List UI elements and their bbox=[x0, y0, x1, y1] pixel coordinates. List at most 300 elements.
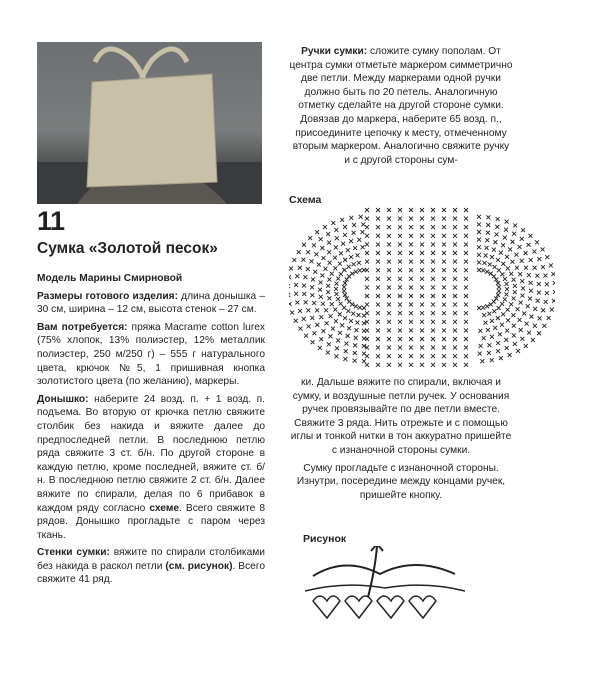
stitch-mark bbox=[520, 294, 524, 298]
stitch-mark bbox=[398, 354, 402, 358]
stitch-mark bbox=[365, 225, 369, 229]
stitch-mark bbox=[497, 289, 501, 293]
stitch-mark bbox=[362, 306, 366, 310]
stitch-mark bbox=[442, 225, 446, 229]
stitch-mark bbox=[358, 306, 362, 310]
stitch-mark bbox=[528, 234, 532, 238]
stitch-mark bbox=[354, 336, 358, 340]
stitch-mark bbox=[409, 337, 413, 341]
stitch-mark bbox=[304, 334, 308, 338]
stitch-mark bbox=[537, 282, 541, 286]
stitch-mark bbox=[310, 316, 314, 320]
stitch-mark bbox=[387, 346, 391, 350]
stitch-mark bbox=[387, 328, 391, 332]
stitch-mark bbox=[464, 285, 468, 289]
stitch-mark bbox=[478, 329, 482, 333]
stitch-mark bbox=[317, 263, 321, 267]
stitch-mark bbox=[453, 328, 457, 332]
stitch-mark bbox=[376, 303, 380, 307]
stitch-mark bbox=[482, 336, 486, 340]
stitch-mark bbox=[500, 272, 504, 276]
stitch-mark bbox=[376, 346, 380, 350]
stitch-mark bbox=[431, 277, 435, 281]
stitch-mark bbox=[549, 263, 553, 267]
stitch-mark bbox=[334, 354, 338, 358]
stitch-mark bbox=[533, 266, 537, 270]
bottom-paragraph bbox=[37, 393, 265, 543]
stitch-mark bbox=[486, 223, 490, 227]
stitch-mark bbox=[409, 328, 413, 332]
stitch-mark bbox=[512, 278, 516, 282]
stitch-mark bbox=[514, 253, 518, 257]
handles-paragraph bbox=[289, 45, 513, 167]
stitch-mark bbox=[365, 251, 369, 255]
stitch-mark bbox=[464, 337, 468, 341]
stitch-mark bbox=[329, 314, 333, 318]
stitch-mark bbox=[482, 261, 486, 265]
stitch-mark bbox=[319, 280, 323, 284]
stitch-mark bbox=[537, 290, 541, 294]
stitch-mark bbox=[398, 225, 402, 229]
stitch-mark bbox=[509, 302, 513, 306]
stitch-mark bbox=[512, 296, 516, 300]
stitch-mark bbox=[387, 303, 391, 307]
stitch-mark bbox=[453, 234, 457, 238]
stitch-figure bbox=[305, 546, 465, 628]
stitch-mark bbox=[431, 242, 435, 246]
stitch-mark bbox=[352, 223, 356, 227]
stitch-mark bbox=[327, 342, 331, 346]
stitch-mark bbox=[518, 272, 522, 276]
stitch-mark bbox=[511, 313, 515, 317]
stitch-mark bbox=[349, 216, 353, 220]
handles-continuation: ки. Дальше вяжите по спирали, включая и сумку, и воздушные петли ручек. У основания ручек провязывайте по две петли вместе. Свяжите 3 ряда. Нить отрежьте и с помощью иглы и тонкой нитки в тон аккуратно пришейте с изнаночной стороны сумки. bbox=[290, 377, 512, 456]
stitch-mark bbox=[340, 323, 344, 327]
stitch-mark bbox=[512, 333, 516, 337]
stitch-mark bbox=[308, 236, 312, 240]
stitch-mark bbox=[442, 346, 446, 350]
stitch-mark bbox=[328, 334, 332, 338]
stitch-mark bbox=[490, 255, 494, 259]
materials-text: пряжа Macrame cotton lurex (75% хлопок, 13% полиэстер, 12% металлик полиэстер, 250 м/250 г) – 555 г натурального цвета, крючок №5, 1 пришивная кнопка золотистого цвета (по желанию), маркеры. bbox=[37, 321, 265, 388]
stitch-mark bbox=[431, 285, 435, 289]
stitch-mark bbox=[485, 246, 489, 250]
continuation-text bbox=[289, 376, 513, 506]
stitch-mark bbox=[442, 337, 446, 341]
bag-illustration bbox=[37, 42, 262, 204]
sizes-paragraph bbox=[37, 290, 265, 317]
stitch-mark bbox=[341, 242, 345, 246]
stitch-mark bbox=[362, 268, 366, 272]
stitch-mark bbox=[520, 259, 524, 263]
stitch-mark bbox=[442, 251, 446, 255]
stitch-mark bbox=[464, 277, 468, 281]
stitch-mark bbox=[295, 300, 299, 304]
stitch-mark bbox=[294, 283, 298, 287]
stitch-mark bbox=[505, 329, 509, 333]
stitch-mark bbox=[537, 257, 541, 261]
stitch-mark bbox=[387, 285, 391, 289]
stitch-mark bbox=[442, 363, 446, 367]
stitch-mark bbox=[464, 225, 468, 229]
stitch-mark bbox=[453, 260, 457, 264]
stitch-mark bbox=[464, 217, 468, 221]
stitch-mark bbox=[334, 228, 338, 232]
stitch-mark bbox=[302, 284, 306, 288]
stitch-mark bbox=[477, 245, 481, 249]
stitch-mark bbox=[524, 266, 528, 270]
stitch-mark bbox=[343, 233, 347, 237]
stitch-mark bbox=[527, 273, 531, 277]
stitch-mark bbox=[477, 253, 481, 257]
stitch-mark bbox=[431, 354, 435, 358]
stitch-mark bbox=[362, 314, 366, 318]
stitch-mark bbox=[442, 285, 446, 289]
stitch-mark bbox=[464, 234, 468, 238]
stitch-mark bbox=[290, 311, 294, 315]
stitch-mark bbox=[442, 311, 446, 315]
stitch-mark bbox=[515, 266, 519, 270]
stitch-mark bbox=[398, 303, 402, 307]
stitch-mark bbox=[488, 262, 492, 266]
stitch-mark bbox=[553, 290, 555, 294]
stitch-mark bbox=[362, 359, 366, 363]
stitch-mark bbox=[354, 270, 358, 274]
stitch-mark bbox=[398, 234, 402, 238]
stitch-mark bbox=[490, 358, 494, 362]
stitch-mark bbox=[520, 337, 524, 341]
stitch-mark bbox=[500, 323, 504, 327]
stitch-mark bbox=[376, 354, 380, 358]
stitch-mark bbox=[536, 299, 540, 303]
stitch-mark bbox=[453, 311, 457, 315]
stitch-mark bbox=[508, 353, 512, 357]
stitch-mark bbox=[431, 225, 435, 229]
stitch-mark bbox=[387, 311, 391, 315]
stitch-mark bbox=[485, 238, 489, 242]
stitch-mark bbox=[376, 311, 380, 315]
stitch-mark bbox=[529, 258, 533, 262]
stitch-mark bbox=[453, 354, 457, 358]
stitch-mark bbox=[544, 300, 548, 304]
stitch-mark bbox=[342, 285, 346, 289]
stitch-mark bbox=[398, 337, 402, 341]
stitch-mark bbox=[550, 308, 554, 312]
stitch-mark bbox=[484, 253, 488, 257]
stitch-mark bbox=[431, 363, 435, 367]
stitch-mark bbox=[398, 217, 402, 221]
stitch-mark bbox=[376, 268, 380, 272]
stitch-mark bbox=[398, 208, 402, 212]
stitch-mark bbox=[295, 274, 299, 278]
stitch-mark bbox=[387, 337, 391, 341]
stitch-mark bbox=[547, 316, 551, 320]
stitch-mark bbox=[306, 250, 310, 254]
stitch-mark bbox=[529, 281, 533, 285]
walls-paragraph bbox=[37, 546, 265, 587]
stitch-mark bbox=[431, 294, 435, 298]
stitch-mark bbox=[499, 251, 503, 255]
stitch-mark bbox=[431, 337, 435, 341]
stitch-mark bbox=[464, 311, 468, 315]
stitch-mark bbox=[376, 225, 380, 229]
stitch-mark bbox=[513, 223, 517, 227]
stitch-mark bbox=[318, 288, 322, 292]
stitch-mark bbox=[343, 225, 347, 229]
stitch-mark bbox=[431, 208, 435, 212]
stitch-mark bbox=[409, 354, 413, 358]
stitch-mark bbox=[361, 222, 365, 226]
stitch-mark bbox=[398, 346, 402, 350]
stitch-mark bbox=[453, 320, 457, 324]
stitch-mark bbox=[477, 222, 481, 226]
stitch-mark bbox=[453, 294, 457, 298]
stitch-mark bbox=[497, 268, 501, 272]
stitch-mark bbox=[524, 251, 528, 255]
stitch-mark bbox=[289, 284, 290, 288]
stitch-mark bbox=[376, 251, 380, 255]
stitch-mark bbox=[501, 262, 505, 266]
stitch-mark bbox=[533, 324, 537, 328]
stitch-mark bbox=[335, 346, 339, 350]
article-title: Сумка «Золотой песок» bbox=[37, 240, 218, 257]
stitch-mark bbox=[398, 277, 402, 281]
stitch-mark bbox=[485, 304, 489, 308]
stitch-mark bbox=[333, 266, 337, 270]
stitch-mark bbox=[490, 335, 494, 339]
stitch-mark bbox=[387, 277, 391, 281]
materials-paragraph bbox=[37, 321, 265, 389]
stitch-mark bbox=[464, 363, 468, 367]
stitch-mark bbox=[545, 291, 549, 295]
stitch-mark bbox=[365, 217, 369, 221]
stitch-mark bbox=[302, 292, 306, 296]
stitch-mark bbox=[325, 321, 329, 325]
stitch-mark bbox=[503, 277, 507, 281]
stitch-mark bbox=[409, 225, 413, 229]
stitch-mark bbox=[398, 285, 402, 289]
walls-label: Стенки сумки: bbox=[37, 547, 110, 559]
stitch-mark bbox=[409, 346, 413, 350]
stitch-mark bbox=[420, 277, 424, 281]
stitch-mark bbox=[321, 329, 325, 333]
stitch-mark bbox=[398, 294, 402, 298]
stitch-mark bbox=[531, 338, 535, 342]
stitch-mark bbox=[420, 208, 424, 212]
stitch-mark bbox=[327, 278, 331, 282]
stitch-mark bbox=[464, 346, 468, 350]
stitch-mark bbox=[409, 208, 413, 212]
stitch-mark bbox=[505, 220, 509, 224]
stitch-mark bbox=[537, 331, 541, 335]
stitch-mark bbox=[482, 313, 486, 317]
stitch-mark bbox=[323, 225, 327, 229]
stitch-mark bbox=[331, 221, 335, 225]
stitch-mark bbox=[495, 232, 499, 236]
stitch-mark bbox=[357, 238, 361, 242]
stitch-mark bbox=[376, 285, 380, 289]
stitch-mark bbox=[320, 246, 324, 250]
stitch-mark bbox=[442, 242, 446, 246]
stitch-mark bbox=[312, 331, 316, 335]
stitch-mark bbox=[398, 242, 402, 246]
stitch-mark bbox=[464, 354, 468, 358]
stitch-mark bbox=[298, 266, 302, 270]
stitch-mark bbox=[512, 324, 516, 328]
stitch-mark bbox=[289, 293, 290, 297]
stitch-mark bbox=[477, 238, 481, 242]
stitch-mark bbox=[453, 346, 457, 350]
stitch-mark bbox=[442, 303, 446, 307]
bottom-label: Донышко: bbox=[37, 393, 89, 405]
stitch-mark bbox=[526, 304, 530, 308]
stitch-mark bbox=[338, 312, 342, 316]
stitch-mark bbox=[487, 351, 491, 355]
stitch-mark bbox=[420, 354, 424, 358]
stitch-mark bbox=[409, 260, 413, 264]
stitch-mark bbox=[398, 251, 402, 255]
stitch-mark bbox=[335, 282, 339, 286]
stitch-mark bbox=[508, 247, 512, 251]
stitch-mark bbox=[334, 319, 338, 323]
stitch-mark bbox=[516, 349, 520, 353]
stitch-mark bbox=[496, 316, 500, 320]
stitch-mark bbox=[496, 217, 500, 221]
stitch-mark bbox=[409, 217, 413, 221]
stitch-mark bbox=[513, 342, 517, 346]
stitch-mark bbox=[409, 320, 413, 324]
stitch-mark bbox=[525, 322, 529, 326]
stitch-mark bbox=[503, 236, 507, 240]
stitch-mark bbox=[398, 311, 402, 315]
stitch-mark bbox=[420, 217, 424, 221]
figure-label: Рисунок bbox=[303, 533, 347, 545]
stitch-mark bbox=[289, 266, 293, 270]
stitch-mark bbox=[442, 354, 446, 358]
stitch-mark bbox=[464, 242, 468, 246]
stitch-mark bbox=[376, 363, 380, 367]
stitch-mark bbox=[535, 240, 539, 244]
stitch-mark bbox=[330, 272, 334, 276]
stitch-mark bbox=[511, 240, 515, 244]
stitch-mark bbox=[338, 262, 342, 266]
stitch-mark bbox=[355, 321, 359, 325]
stitch-mark bbox=[310, 285, 314, 289]
stitch-mark bbox=[431, 311, 435, 315]
stitch-mark bbox=[365, 242, 369, 246]
stitch-mark bbox=[464, 328, 468, 332]
stitch-mark bbox=[354, 328, 358, 332]
stitch-mark bbox=[506, 308, 510, 312]
stitch-mark bbox=[409, 251, 413, 255]
stitch-mark bbox=[420, 337, 424, 341]
stitch-mark bbox=[354, 304, 358, 308]
stitch-mark bbox=[520, 279, 524, 283]
stitch-mark bbox=[464, 260, 468, 264]
stitch-mark bbox=[344, 342, 348, 346]
scheme-label: Схема bbox=[289, 194, 322, 206]
stitch-mark bbox=[420, 311, 424, 315]
stitch-mark bbox=[496, 349, 500, 353]
bottom-bold: схеме bbox=[149, 502, 180, 514]
stitch-mark bbox=[346, 309, 350, 313]
stitch-mark bbox=[442, 294, 446, 298]
stitch-mark bbox=[513, 290, 517, 294]
stitch-mark bbox=[487, 312, 491, 316]
stitch-mark bbox=[527, 331, 531, 335]
stitch-mark bbox=[319, 295, 323, 299]
stitch-mark bbox=[307, 324, 311, 328]
stitch-mark bbox=[506, 318, 510, 322]
stitch-mark bbox=[453, 217, 457, 221]
stitch-mark bbox=[327, 241, 331, 245]
stitch-mark bbox=[431, 320, 435, 324]
stitch-mark bbox=[500, 302, 504, 306]
stitch-mark bbox=[409, 311, 413, 315]
walls-text-1: вяжите по спирали столбиками без накида в раскол петли bbox=[37, 547, 265, 572]
stitch-mark bbox=[343, 357, 347, 361]
stitch-mark bbox=[398, 260, 402, 264]
stitch-mark bbox=[376, 234, 380, 238]
stitch-mark bbox=[339, 251, 343, 255]
stitch-mark bbox=[501, 243, 505, 247]
stitch-mark bbox=[538, 316, 542, 320]
stitch-mark bbox=[442, 320, 446, 324]
stitch-mark bbox=[493, 265, 497, 269]
stitch-mark bbox=[376, 328, 380, 332]
stitch-mark bbox=[544, 274, 548, 278]
stitch-mark bbox=[356, 253, 360, 257]
stitch-mark bbox=[529, 289, 533, 293]
stitch-mark bbox=[334, 245, 338, 249]
stitch-mark bbox=[453, 363, 457, 367]
stitch-mark bbox=[541, 247, 545, 251]
stitch-mark bbox=[298, 309, 302, 313]
stitch-mark bbox=[311, 340, 315, 344]
stitch-mark bbox=[492, 248, 496, 252]
stitch-mark bbox=[499, 356, 503, 360]
stitch-mark bbox=[481, 268, 485, 272]
stitch-mark bbox=[335, 236, 339, 240]
stitch-mark bbox=[302, 243, 306, 247]
stitch-mark bbox=[297, 250, 301, 254]
stitch-mark bbox=[321, 302, 325, 306]
stitch-mark bbox=[420, 303, 424, 307]
stitch-mark bbox=[442, 234, 446, 238]
stitch-mark bbox=[294, 319, 298, 323]
stitch-mark bbox=[301, 258, 305, 262]
stitch-mark bbox=[319, 315, 323, 319]
stitch-mark bbox=[420, 320, 424, 324]
stitch-mark bbox=[532, 250, 536, 254]
stitch-mark bbox=[545, 282, 549, 286]
stitch-mark bbox=[387, 363, 391, 367]
stitch-mark bbox=[315, 323, 319, 327]
stitch-mark bbox=[498, 332, 502, 336]
stitch-mark bbox=[362, 329, 366, 333]
stitch-mark bbox=[312, 243, 316, 247]
stitch-mark bbox=[442, 277, 446, 281]
stitch-mark bbox=[313, 270, 317, 274]
stitch-mark bbox=[535, 274, 539, 278]
stitch-mark bbox=[519, 328, 523, 332]
stitch-mark bbox=[524, 344, 528, 348]
stitch-mark bbox=[344, 349, 348, 353]
stitch-mark bbox=[527, 243, 531, 247]
stitch-mark bbox=[304, 300, 308, 304]
stitch-mark bbox=[376, 277, 380, 281]
stitch-mark bbox=[326, 351, 330, 355]
